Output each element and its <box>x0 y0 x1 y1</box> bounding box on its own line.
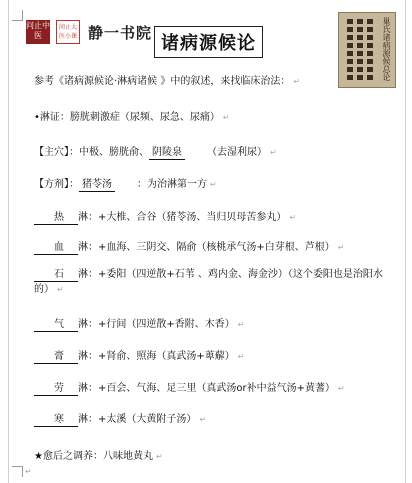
empty-paragraph <box>22 466 32 477</box>
jingyi-academy-calligraphy: 静一书院 <box>88 24 153 42</box>
type-text: 淋：+委阳（四逆散+石苇 、鸡内金、海金沙）（这个委阳也是治阳水的） <box>34 269 383 295</box>
type-text: 淋：+血海、三阴交、隔俞（核桃承气汤+白芽根、芦根） <box>78 242 335 253</box>
formula-label: 【方剂】： <box>34 179 79 190</box>
return-mark: ↵ <box>199 415 207 424</box>
formula-line <box>34 175 217 190</box>
return-mark: ↵ <box>155 452 163 461</box>
symptom-text: •淋证：膀胱刺激症（尿频、尿急、尿痛） <box>34 112 220 123</box>
intro-paragraph <box>34 72 300 87</box>
main-points-line <box>34 143 277 158</box>
type-line <box>34 315 244 330</box>
return-mark: ↵ <box>293 77 301 86</box>
page-right-edge <box>405 0 406 483</box>
return-mark: ↵ <box>237 320 245 329</box>
type-name: 气 <box>34 319 78 332</box>
ancient-book-cover-image <box>338 12 396 88</box>
type-name: 血 <box>34 242 78 255</box>
type-name: 热 <box>34 212 78 225</box>
document-title: 诸病源候论 <box>154 26 263 58</box>
main-points-note: （去湿利尿） <box>207 147 267 158</box>
type-line <box>34 267 394 297</box>
type-text: 淋：+肾俞、照海（真武汤+萆薢） <box>78 351 235 362</box>
type-line <box>34 347 244 362</box>
type-line <box>34 410 206 425</box>
type-name: 石 <box>34 269 78 282</box>
type-text: 淋：+大椎、合谷（猪苓汤、当归贝母苦参丸） <box>78 212 287 223</box>
margin-corner-top-left <box>12 10 23 21</box>
return-mark: ↵ <box>237 352 245 361</box>
return-mark: ↵ <box>57 285 64 294</box>
aftercare-text: ★愈后之调养：八味地黄丸 <box>34 451 153 462</box>
type-text: 淋：+百会、气海、足三里（真武汤or补中益气汤+黄蓍） <box>78 383 335 394</box>
type-line <box>34 238 344 253</box>
book-cover-text: 巢氏诸病源候总论 <box>382 17 391 81</box>
wenzhi-logo: 问止中医 <box>26 20 50 44</box>
type-line <box>34 379 345 394</box>
intro-text: 参考《诸病源候论·淋病诸候 》中的叙述，来找临床治法： <box>34 76 291 87</box>
return-mark: ↵ <box>289 213 297 222</box>
type-name: 劳 <box>34 383 78 396</box>
return-mark: ↵ <box>210 180 217 189</box>
type-name: 寒 <box>34 414 78 427</box>
return-mark: ↵ <box>25 467 32 476</box>
main-point-underlined: 阴陵泉 <box>149 147 185 160</box>
type-text: 淋：+行间（四逆散+香附、木香） <box>78 319 235 330</box>
symptom-line <box>34 108 230 123</box>
return-mark: ↵ <box>270 148 277 157</box>
type-name: 膏 <box>34 351 78 364</box>
formula-note: ：为治淋第一方 <box>137 179 207 190</box>
type-text: 淋：+太溪（大黄附子汤） <box>78 414 197 425</box>
page-left-edge <box>8 0 9 483</box>
return-mark: ↵ <box>338 384 345 393</box>
seal-logo: 问止大医小课 <box>56 20 80 44</box>
type-line <box>34 208 296 223</box>
return-mark: ↵ <box>222 113 230 122</box>
main-points-label: 【主穴】：中极、膀胱俞、 <box>34 147 149 158</box>
aftercare-line <box>34 447 163 462</box>
return-mark: ↵ <box>337 243 345 252</box>
formula-underlined: 猪苓汤 <box>79 179 115 192</box>
